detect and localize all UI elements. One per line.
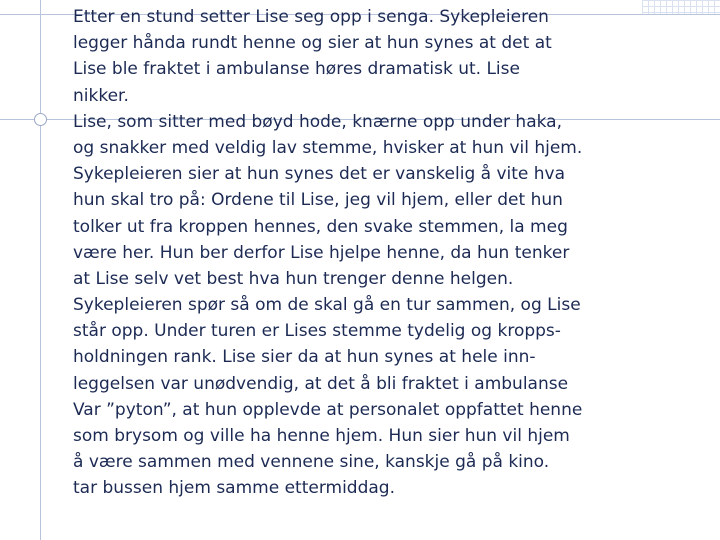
text-line: og snakker med veldig lav stemme, hvisker at hun vil hjem.: [73, 137, 583, 158]
text-line: Sykepleieren sier at hun synes det er vanskelig å vite hva: [73, 164, 566, 185]
text-line: legger hånda rundt henne og sier at hun synes at det at: [73, 33, 552, 54]
left-margin-line: [40, 0, 41, 540]
text-line: som brysom og ville ha henne hjem. Hun sier hun vil hjem: [73, 426, 570, 446]
body-text: [73, 4, 713, 502]
text-line: at Lise selv vet best hva hun trenger denne helgen.: [73, 268, 514, 289]
text-line: å være sammen med vennene sine, kanskje gå på kino.: [73, 452, 550, 473]
text-line: står opp. Under turen er Lises stemme tydelig og kropps-: [73, 321, 561, 342]
text-line: Lise, som sitter med bøyd hode, knærne opp under haka,: [73, 111, 562, 132]
text-line: hun skal tro på: Ordene til Lise, jeg vil hjem, eller det hun: [73, 190, 563, 211]
text-line: leggelsen var unødvendig, at det å bli fraktet i ambulanse: [73, 373, 569, 394]
text-line: tar bussen hjem samme ettermiddag.: [73, 478, 395, 499]
text-line: holdningen rank. Lise sier da at hun synes at hele inn-: [73, 347, 536, 368]
crosshair-circle-icon: [34, 113, 47, 126]
text-line: tolker ut fra kroppen hennes, den svake stemmen, la meg: [73, 216, 568, 237]
text-line: nikker.: [73, 85, 129, 106]
text-line: Sykepleieren spør så om de skal gå en tur sammen, og Lise: [73, 295, 581, 316]
text-line: Etter en stund setter Lise seg opp i senga. Sykepleieren: [73, 7, 549, 27]
text-line: Var ”pyton”, at hun opplevde at personalet oppfattet henne: [73, 399, 583, 420]
text-line: Lise ble fraktet i ambulanse høres dramatisk ut. Lise: [73, 59, 520, 80]
text-line: være her. Hun ber derfor Lise hjelpe henne, da hun tenker: [73, 242, 570, 263]
